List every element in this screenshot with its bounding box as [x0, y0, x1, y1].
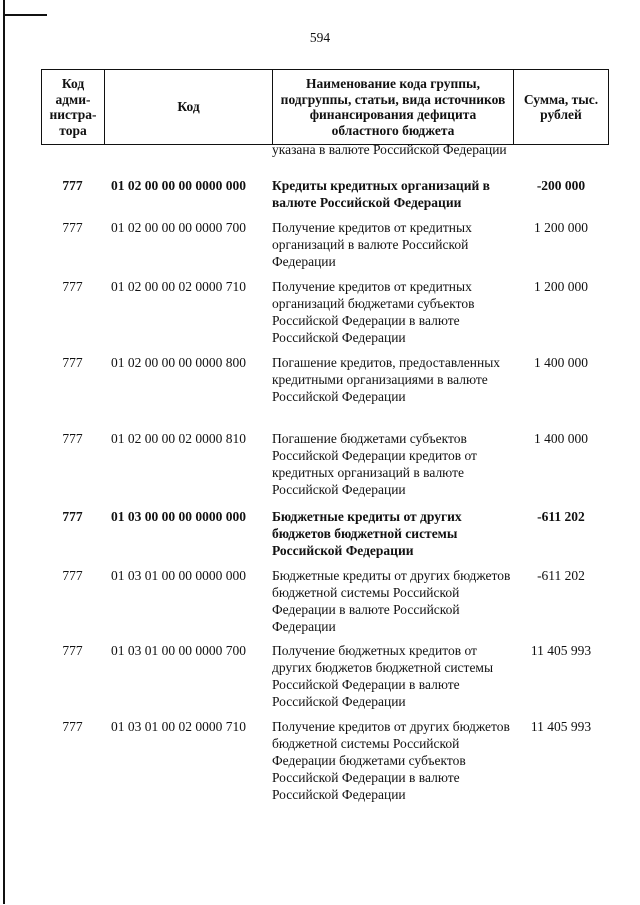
page-number: 594: [309, 30, 331, 45]
row-code: 01 03 01 00 00 0000 700: [111, 643, 246, 658]
row-sum: 1 200 000: [534, 220, 588, 235]
scan-border-top: [3, 0, 47, 16]
row-admin: 777: [62, 643, 83, 658]
row-name: Погашение бюджетами субъектов Российской Федерации кредитов от кредитных организаций в валюте Российской Федерации: [272, 431, 477, 497]
row-sum: 1 200 000: [534, 279, 588, 294]
row-admin: 777: [62, 220, 83, 235]
continuation-text: указана в валюте Российской Федерации: [272, 142, 507, 157]
row-name: Кредиты кредитных организаций в валюте Российской Федерации: [272, 178, 490, 210]
row-sum: 1 400 000: [534, 355, 588, 370]
row-sum: -611 202: [537, 568, 585, 583]
header-code: Код: [105, 70, 273, 144]
header-admin-code: Код адми-нистра-тора: [42, 70, 105, 144]
row-name: Получение кредитов от кредитных организаций бюджетами субъектов Российской Федерации в валюте Российской Федерации: [272, 279, 475, 345]
row-code: 01 03 01 00 02 0000 710: [111, 719, 246, 734]
row-code: 01 02 00 00 00 0000 000: [111, 178, 246, 193]
row-sum: 11 405 993: [530, 719, 592, 734]
row-admin: 777: [62, 178, 83, 193]
header-name: Наименование кода группы, подгруппы, статьи, вида источников финансирования дефицита областного бюджета: [273, 70, 514, 144]
row-name: Бюджетные кредиты от других бюджетов бюджетной системы Российской Федерации: [272, 509, 462, 558]
row-name: Бюджетные кредиты от других бюджетов бюджетной системы Российской Федерации в валюте Российской Федерации: [272, 568, 511, 634]
row-sum: 1 400 000: [534, 431, 588, 446]
row-admin: 777: [62, 568, 83, 583]
row-code: 01 02 00 00 02 0000 710: [111, 279, 246, 294]
row-name: Получение кредитов от кредитных организаций в валюте Российской Федерации: [272, 220, 472, 269]
row-admin: 777: [62, 279, 83, 294]
row-code: 01 02 00 00 00 0000 700: [111, 220, 246, 235]
row-code: 01 03 01 00 00 0000 000: [111, 568, 246, 583]
row-admin: 777: [62, 355, 83, 370]
row-admin: 777: [62, 431, 83, 446]
row-sum: 11 405 993: [530, 643, 592, 658]
scan-border-left: [3, 14, 5, 904]
row-admin: 777: [62, 509, 83, 524]
row-sum: -200 000: [536, 178, 586, 193]
row-code: 01 02 00 00 00 0000 800: [111, 355, 246, 370]
row-name: Погашение кредитов, предоставленных кредитными организациями в валюте Российской Федерации: [272, 355, 501, 404]
row-admin: 777: [62, 719, 83, 734]
row-name: Получение кредитов от других бюджетов бюджетной системы Российской Федерации бюджетами субъектов Российской Федерации в валюте Российской Федерации: [272, 719, 510, 802]
header-sum: Сумма, тыс. рублей: [523, 91, 599, 122]
row-code: 01 02 00 00 02 0000 810: [111, 431, 246, 446]
row-sum: -611 202: [537, 509, 585, 524]
row-name: Получение бюджетных кредитов от других бюджетов бюджетной системы Российской Федерации в валюте Российской Федерации: [272, 643, 494, 709]
table-header: [41, 69, 609, 145]
row-code: 01 03 00 00 00 0000 000: [111, 509, 246, 524]
